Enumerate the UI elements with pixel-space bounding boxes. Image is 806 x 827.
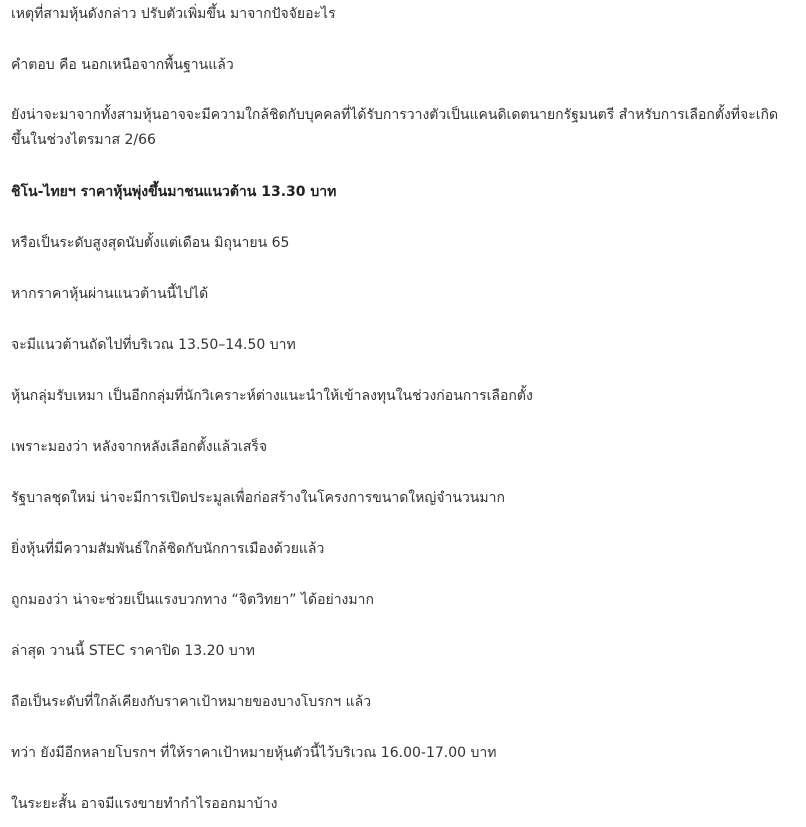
article-paragraph: คำตอบ คือ นอกเหนือจากพื้นฐานแล้ว xyxy=(11,57,234,73)
article-paragraph: ล่าสุด วานนี้ STEC ราคาปิด 13.20 บาท xyxy=(11,643,255,659)
article-paragraph: หากราคาหุ้นผ่านแนวต้านนี้ไปได้ xyxy=(11,286,209,302)
article-paragraph: รัฐบาลชุดใหม่ น่าจะมีการเปิดประมูลเพื่อก่อสร้างในโครงการขนาดใหญ่จำนวนมาก xyxy=(11,490,505,506)
article-paragraph: ทว่า ยังมีอีกหลายโบรกฯ ที่ให้ราคาเป้าหมายหุ้นตัวนี้ไว้บริเวณ 16.00-17.00 บาท xyxy=(11,745,497,761)
article-paragraph: ยิ่งหุ้นที่มีความสัมพันธ์ใกล้ชิดกับนักการเมืองด้วยแล้ว xyxy=(11,541,325,557)
article-paragraph: ถูกมองว่า น่าจะช่วยเป็นแรงบวกทาง “จิตวิทยา” ได้อย่างมาก xyxy=(11,592,374,608)
article-paragraph: จะมีแนวต้านถัดไปที่บริเวณ 13.50–14.50 บาท xyxy=(11,337,296,353)
article-paragraph: ในระยะสั้น อาจมีแรงขายทำกำไรออกมาบ้าง xyxy=(11,796,278,812)
article-paragraph: ยังน่าจะมาจากทั้งสามหุ้นอาจจะมีความใกล้ชิดกับบุคคลที่ได้รับการวางตัวเป็นแคนดิเดตนายกรัฐมนตรี สำหรับการเลือกตั้งที่จะเกิดขึ้นในช่วงไตรมาส 2/66 xyxy=(11,107,779,148)
article-paragraph: เหตุที่สามหุ้นดังกล่าว ปรับตัวเพิ่มขึ้น มาจากปัจจัยอะไร xyxy=(11,6,336,22)
article-paragraph: หุ้นกลุ่มรับเหมา เป็นอีกกลุ่มที่นักวิเคราะห์ต่างแนะนำให้เข้าลงทุนในช่วงก่อนการเลือกตั้ง xyxy=(11,388,533,404)
article-paragraph: ถือเป็นระดับที่ใกล้เคียงกับราคาเป้าหมายของบางโบรกฯ แล้ว xyxy=(11,694,372,710)
article-paragraph: เพราะมองว่า หลังจากหลังเลือกตั้งแล้วเสร็จ xyxy=(11,439,268,455)
article-subheading: ชิโน-ไทยฯ ราคาหุ้นพุ่งขึ้นมาชนแนวต้าน 13.30 บาท xyxy=(11,184,337,200)
article-paragraph: หรือเป็นระดับสูงสุดนับตั้งแต่เดือน มิถุนายน 65 xyxy=(11,235,290,251)
